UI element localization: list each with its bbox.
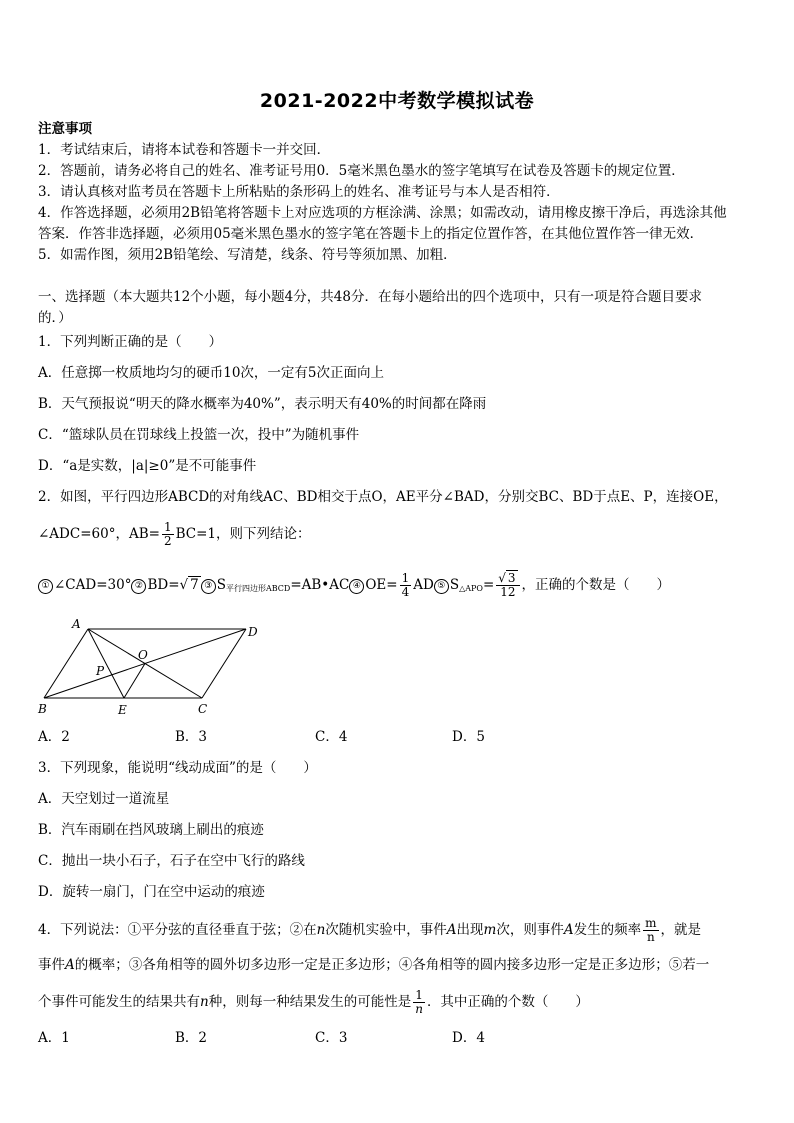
fraction bbox=[496, 572, 519, 599]
label-d: D bbox=[248, 625, 258, 639]
radicand: 7 bbox=[190, 577, 199, 593]
side-ab bbox=[44, 629, 88, 698]
q4-option-b: B．2 bbox=[175, 1030, 208, 1046]
fraction-numerator: 1 bbox=[401, 571, 410, 585]
q4-option-a: A．1 bbox=[38, 1030, 70, 1046]
radicand: 3 bbox=[507, 571, 516, 585]
notice-item: 1．考试结束后，请将本试卷和答题卡一并交回． bbox=[38, 142, 331, 158]
q4-text: 次随机实验中，事件 bbox=[325, 922, 447, 938]
notice-heading: 注意事项 bbox=[38, 121, 92, 137]
q2-option-a: A．2 bbox=[38, 729, 70, 745]
var-a: A bbox=[65, 957, 75, 973]
fraction bbox=[162, 521, 174, 548]
parallelogram-figure bbox=[34, 612, 274, 718]
conclusion-5: S bbox=[449, 577, 460, 593]
q2-option-c: C．4 bbox=[315, 729, 348, 745]
q2-text: ∠ADC=60°，AB= bbox=[38, 526, 160, 542]
conclusion-4: OE= bbox=[365, 577, 398, 593]
q4-text: ．其中正确的个数（ ） bbox=[426, 994, 589, 1010]
label-p: P bbox=[96, 664, 105, 678]
q1-option-c: C．“篮球队员在罚球线上投篮一次，投中”为随机事件 bbox=[38, 427, 360, 443]
conclusion-1: ∠CAD=30° bbox=[54, 577, 132, 593]
q4-stem-line2 bbox=[38, 956, 758, 974]
circled-number: ⑤ bbox=[434, 579, 449, 594]
circled-number: ④ bbox=[349, 579, 364, 594]
q3-option-a: A．天空划过一道流星 bbox=[38, 791, 170, 807]
q4-text: 事件 bbox=[38, 957, 65, 973]
page-title: 2021-2022中考数学模拟试卷 bbox=[259, 90, 535, 112]
notice-item: 2．答题前，请务必将自己的姓名、准考证号用0．5毫米黑色墨水的签字笔填写在试卷及答题卡的规定位置． bbox=[38, 163, 685, 179]
q4-text: 次，则事件 bbox=[496, 922, 564, 938]
segment-oe bbox=[124, 664, 145, 699]
q4-text: 出现 bbox=[456, 922, 484, 938]
circled-number: ② bbox=[131, 579, 146, 594]
q2-stem-line2 bbox=[38, 512, 758, 556]
q4-text: 种，则每一种结果发生的可能性是 bbox=[208, 994, 412, 1010]
notice-item: 答案．作答非选择题，必须用05毫米黑色墨水的签字笔在答题卡上的指定位置作答，在其他位置作答一律无效． bbox=[38, 226, 704, 242]
fraction bbox=[400, 572, 412, 599]
circled-number: ③ bbox=[201, 579, 216, 594]
q1-option-d: D．“a是实数，|a|≥0”是不可能事件 bbox=[38, 458, 257, 474]
q3-option-b: B．汽车雨刷在挡风玻璃上刷出的痕迹 bbox=[38, 822, 264, 838]
fraction-denominator: 12 bbox=[500, 585, 516, 599]
label-o: O bbox=[138, 648, 148, 662]
q3-option-c: C．抛出一块小石子，石子在空中飞行的路线 bbox=[38, 853, 305, 869]
q1-option-a: A．任意掷一枚质地均匀的硬币10次，一定有5次正面向上 bbox=[38, 365, 385, 381]
side-cd bbox=[202, 629, 246, 698]
var-n: n bbox=[316, 922, 326, 938]
conclusion-3: S bbox=[216, 577, 226, 593]
q4-stem-line3 bbox=[38, 980, 758, 1024]
q4-text: 个事件可能发生的结果共有 bbox=[38, 994, 200, 1010]
var-n: n bbox=[200, 994, 209, 1010]
label-c: C bbox=[198, 702, 208, 716]
q4-text: ，就是 bbox=[660, 922, 701, 938]
q4-option-d: D．4 bbox=[452, 1030, 485, 1046]
q4-text: 的概率；③各角相等的圆外切多边形一定是正多边形；④各角相等的圆内接多边形一定是正多边形；⑤若一 bbox=[74, 957, 710, 973]
q4-text: 发生的频率 bbox=[573, 922, 642, 938]
fraction-numerator: √ 3 bbox=[496, 572, 519, 586]
q2-option-b: B．3 bbox=[175, 729, 208, 745]
q2-text: BC=1，则下列结论： bbox=[175, 526, 311, 542]
fraction-denominator: n bbox=[415, 1002, 423, 1016]
subscript: 平行四边形ABCD bbox=[225, 584, 291, 593]
q2-tail: ，正确的个数是（ ） bbox=[521, 577, 671, 593]
label-b: B bbox=[38, 702, 47, 716]
q1-option-b: B．天气预报说“明天的降水概率为40%”，表示明天有40%的时间都在降雨 bbox=[38, 396, 487, 412]
fraction bbox=[643, 917, 658, 944]
conclusion-3-rhs: =AB•AC bbox=[290, 577, 350, 593]
fraction-numerator: 1 bbox=[163, 520, 172, 534]
conclusion-4-rhs: AD bbox=[413, 577, 434, 593]
q2-option-d: D．5 bbox=[452, 729, 485, 745]
notice-item: 4．作答选择题，必须用2B铅笔将答题卡上对应选项的方框涂满、涂黑；如需改动，请用橡皮擦干净后，再选涂其他 bbox=[38, 205, 727, 221]
equals: = bbox=[482, 577, 495, 593]
fraction-denominator: n bbox=[646, 930, 655, 944]
fraction-denominator: 4 bbox=[401, 585, 410, 599]
label-e: E bbox=[118, 703, 127, 717]
q4-stem-line1 bbox=[38, 910, 758, 950]
conclusion-2: BD= bbox=[147, 577, 180, 593]
q3-option-d: D．旋转一扇门，门在空中运动的痕迹 bbox=[38, 884, 265, 900]
fraction-denominator: 2 bbox=[163, 534, 172, 548]
q4-text: 4．下列说法：①平分弦的直径垂直于弦；②在 bbox=[38, 922, 317, 938]
var-a: A bbox=[563, 922, 574, 938]
label-a: A bbox=[72, 617, 81, 631]
q1-stem: 1．下列判断正确的是（ ） bbox=[38, 334, 223, 350]
subscript: △APO bbox=[459, 584, 483, 593]
section-heading: 一、选择题（本大题共12个小题，每小题4分，共48分．在每小题给出的四个选项中，只有一项是符合题目要求 bbox=[38, 289, 702, 305]
q2-stem-line1: 2．如图，平行四边形ABCD的对角线AC、BD相交于点O，AE平分∠BAD，分别交BC、BD于点E、P，连接OE， bbox=[38, 489, 728, 505]
var-a: A bbox=[446, 922, 457, 938]
notice-item: 3．请认真核对监考员在答题卡上所粘贴的条形码上的姓名、准考证号与本人是否相符． bbox=[38, 184, 560, 200]
fraction bbox=[413, 989, 425, 1016]
circled-number: ① bbox=[38, 579, 53, 594]
section-heading-cont: 的．） bbox=[38, 310, 72, 326]
q3-stem: 3．下列现象，能说明“线动成面”的是（ ） bbox=[38, 760, 317, 776]
notice-item: 5．如需作图，须用2B铅笔绘、写清楚，线条、符号等须加黑、加粗． bbox=[38, 247, 457, 263]
q4-option-c: C．3 bbox=[315, 1030, 348, 1046]
var-m: m bbox=[483, 922, 497, 938]
q2-conclusions: ① ∠CAD=30° ② BD=√ 7 ③ $S_{平行四边形ABCD}=AB•AC$ ④ OE= $\frac{1}{4}$ AD ⑤ $S_{\triangle APO}=$ $\frac{√ 3}{12}$ ，正确的个数是（ ） bbox=[38, 563, 758, 607]
fraction-numerator: m bbox=[645, 916, 657, 930]
fraction-numerator: 1 bbox=[413, 989, 425, 1003]
